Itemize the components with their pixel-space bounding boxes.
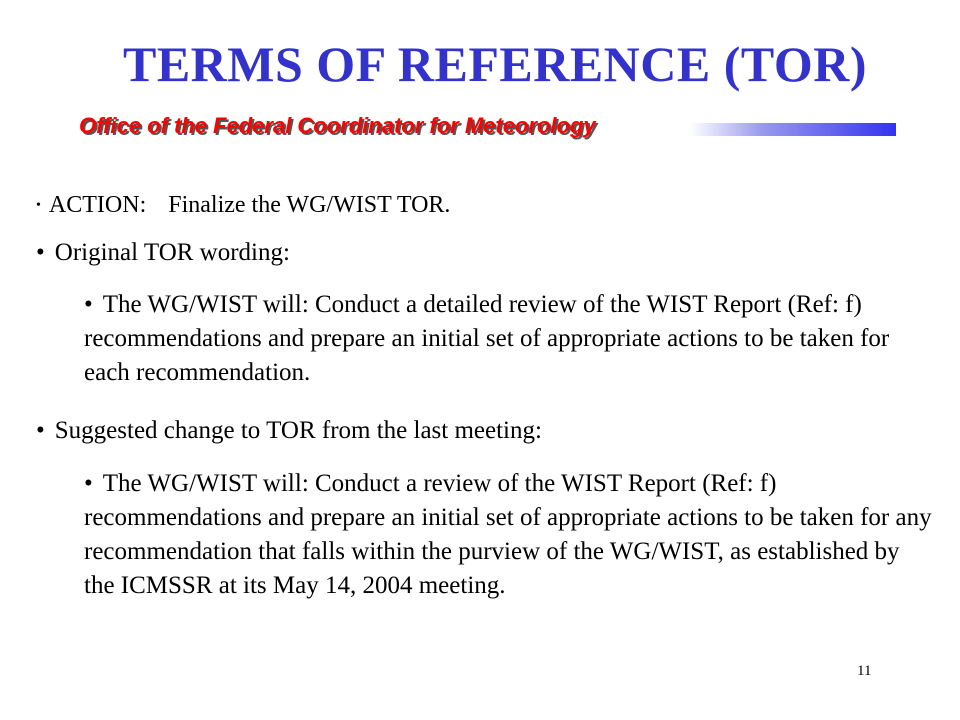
suggested-heading-text: Suggested change to TOR from the last meeting: [54, 417, 542, 444]
bullet-dot-icon: • [36, 198, 41, 213]
original-heading-text: Original TOR wording: [54, 239, 290, 266]
slide-subtitle: Office of the Federal Coordinator for Meteorology [79, 113, 596, 138]
bullet-suggested-heading [36, 415, 542, 447]
bullet-original-text [84, 288, 934, 390]
suggested-text: The WG/WIST will: Conduct a review of the WIST Report (Ref: f) recommendations and prepare an initial set of appropriate actions to be taken for any recommendation that falls within the purview of the WG/WIST, as established by the ICMSSR at its May 14, 2004 meeting. [84, 470, 932, 599]
bullet-dot-icon: • [36, 239, 45, 266]
bullet-dot-icon: • [36, 417, 45, 444]
subtitle-gradient-bar [690, 123, 896, 136]
bullet-dot-icon: • [84, 470, 93, 497]
slide-title: TERMS OF REFERENCE (TOR) [122, 36, 867, 92]
bullet-dot-icon: • [84, 291, 93, 318]
action-label: ACTION: [48, 192, 147, 218]
page-number: 11 [857, 663, 872, 679]
bullet-suggested-text [84, 467, 934, 603]
original-text: The WG/WIST will: Conduct a detailed review of the WIST Report (Ref: f) recommendations and prepare an initial set of appropriate actions to be taken for each recommendation. [84, 291, 890, 386]
bullet-original-heading [36, 237, 290, 269]
bullet-action [36, 190, 450, 221]
action-text: Finalize the WG/WIST TOR. [168, 192, 451, 218]
